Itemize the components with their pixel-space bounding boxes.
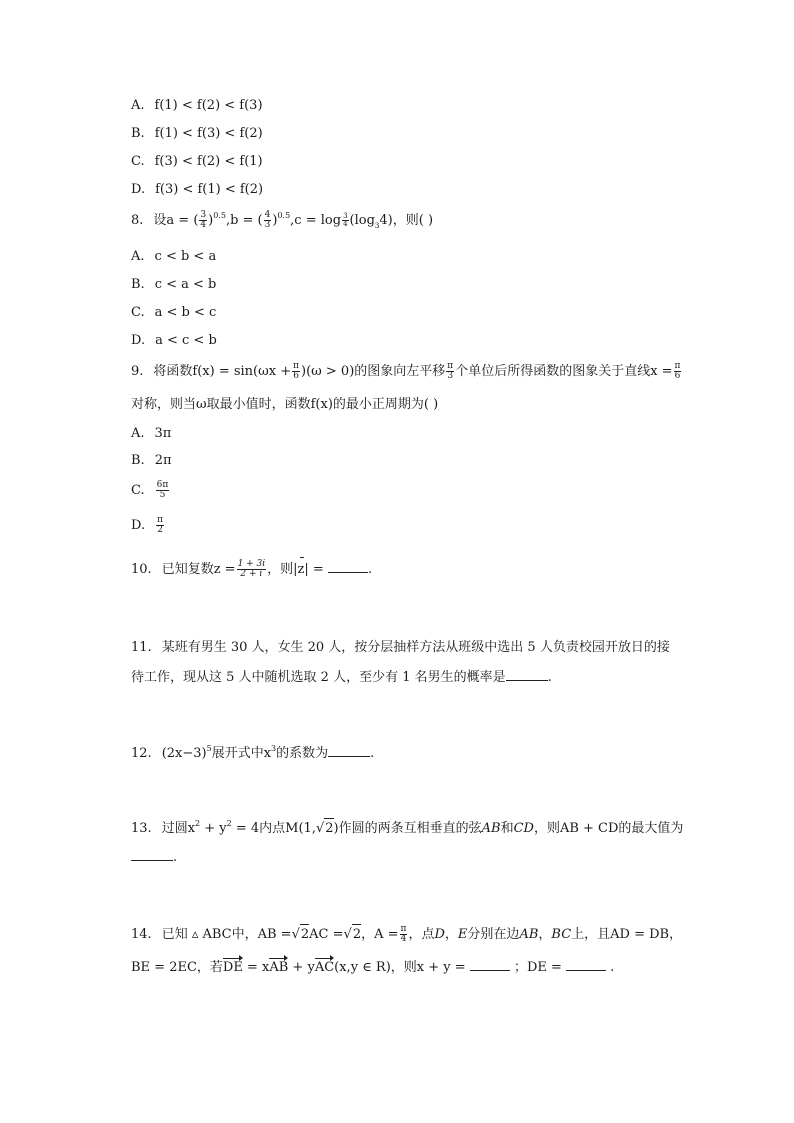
option-b: B. 2π (131, 453, 172, 468)
fraction: $\frac{\pi}{2}$ (157, 515, 164, 535)
vector-de: DE (223, 958, 243, 978)
question-14-line2: BE = 2EC，若DE = xAB + yAC(x,y ∈ R)，则x + y = ；DE = . (131, 956, 614, 978)
question-9-stem-line2: 对称，则当ω取最小值时，函数f(x)的最小正周期为( ) (131, 397, 439, 412)
answer-blank-de[interactable] (566, 956, 606, 971)
question-13-line2: . (131, 846, 177, 868)
question-9-stem: 9. 将函数f(x) = sin(ωx + $\frac{\pi}{6}$ )(ω > 0)的图象向左平移 $\frac{\pi}{3}$ 个单位后所得函数的图象关于直线x = $\frac{\pi}{6}$ (131, 361, 681, 381)
fraction: $\frac{\pi}{3}$ (447, 361, 454, 381)
option-c: C. $\frac{6\pi}{5}$ (131, 480, 169, 500)
question-14-line1: 14. 已知 ▵ ABC中，AB =√2AC =√2，A = $\frac{\pi}{4}$ ，点D，E分别在边AB，BC上，且AD = DB， (131, 924, 683, 944)
option-d: D. a < c < b (131, 333, 217, 348)
fraction: $\frac{\pi}{6}$ (674, 361, 681, 381)
option-d: D. $\frac{\pi}{2}$ (131, 515, 164, 535)
option-a: A. f(1) < f(2) < f(3) (131, 98, 263, 113)
question-10: 10. 已知复数z = $\frac{1 + 3i}{2 + i}$ ，则|z| = . (131, 559, 373, 579)
option-c: C. a < b < c (131, 305, 217, 320)
option-d: D. f(3) < f(1) < f(2) (131, 182, 264, 197)
fraction: $\frac{1 + 3i}{2 + i}$ (237, 559, 266, 579)
answer-blank-sum[interactable] (470, 956, 510, 971)
log-base-fraction: $\frac{3}{4}$ (343, 212, 348, 228)
question-13-line1: 13. 过圆$x^2 + y^2 = 4$内点M(1,√2)作圆的两条互相垂直的弦AB和CD，则AB + CD的最大值为 (131, 818, 683, 839)
option-a: A. c < b < a (131, 249, 217, 264)
answer-blank[interactable] (328, 742, 370, 757)
fraction: $\frac{\pi}{6}$ (293, 361, 300, 381)
question-12: 12. $(2x-3)^5$展开式中$x^3$的系数为 . (131, 744, 375, 761)
question-11-line1: 11. 某班有男生 30 人，女生 20 人，按分层抽样方法从班级中选出 5 人负责校园开放日的接 (131, 640, 670, 655)
fraction: $\frac{3}{4}$ (200, 210, 207, 230)
option-b: B. f(1) < f(3) < f(2) (131, 126, 263, 141)
question-11-line2: 待工作，现从这 5 人中随机选取 2 人，至少有 1 名男生的概率是 . (131, 666, 552, 688)
question-8-stem: 8. 设a = ( $\frac{3}{4}$ )$^{0.5}$,b = ( $\frac{4}{3}$ )$^{0.5}$,c = log $\frac{3}{4}$ $(\log_34)$，则( ) (131, 210, 434, 230)
answer-blank[interactable] (131, 846, 173, 861)
fraction: $\frac{6\pi}{5}$ (156, 480, 169, 500)
vector-ac: AC (315, 958, 334, 978)
fraction: $\frac{4}{3}$ (264, 210, 271, 230)
option-a: A. 3π (131, 426, 172, 441)
option-c: C. f(3) < f(2) < f(1) (131, 154, 263, 169)
answer-blank[interactable] (328, 558, 368, 573)
option-b: B. c < a < b (131, 277, 217, 292)
fraction: $\frac{\pi}{4}$ (400, 924, 407, 944)
vector-ab: AB (269, 958, 288, 978)
answer-blank[interactable] (506, 666, 548, 681)
